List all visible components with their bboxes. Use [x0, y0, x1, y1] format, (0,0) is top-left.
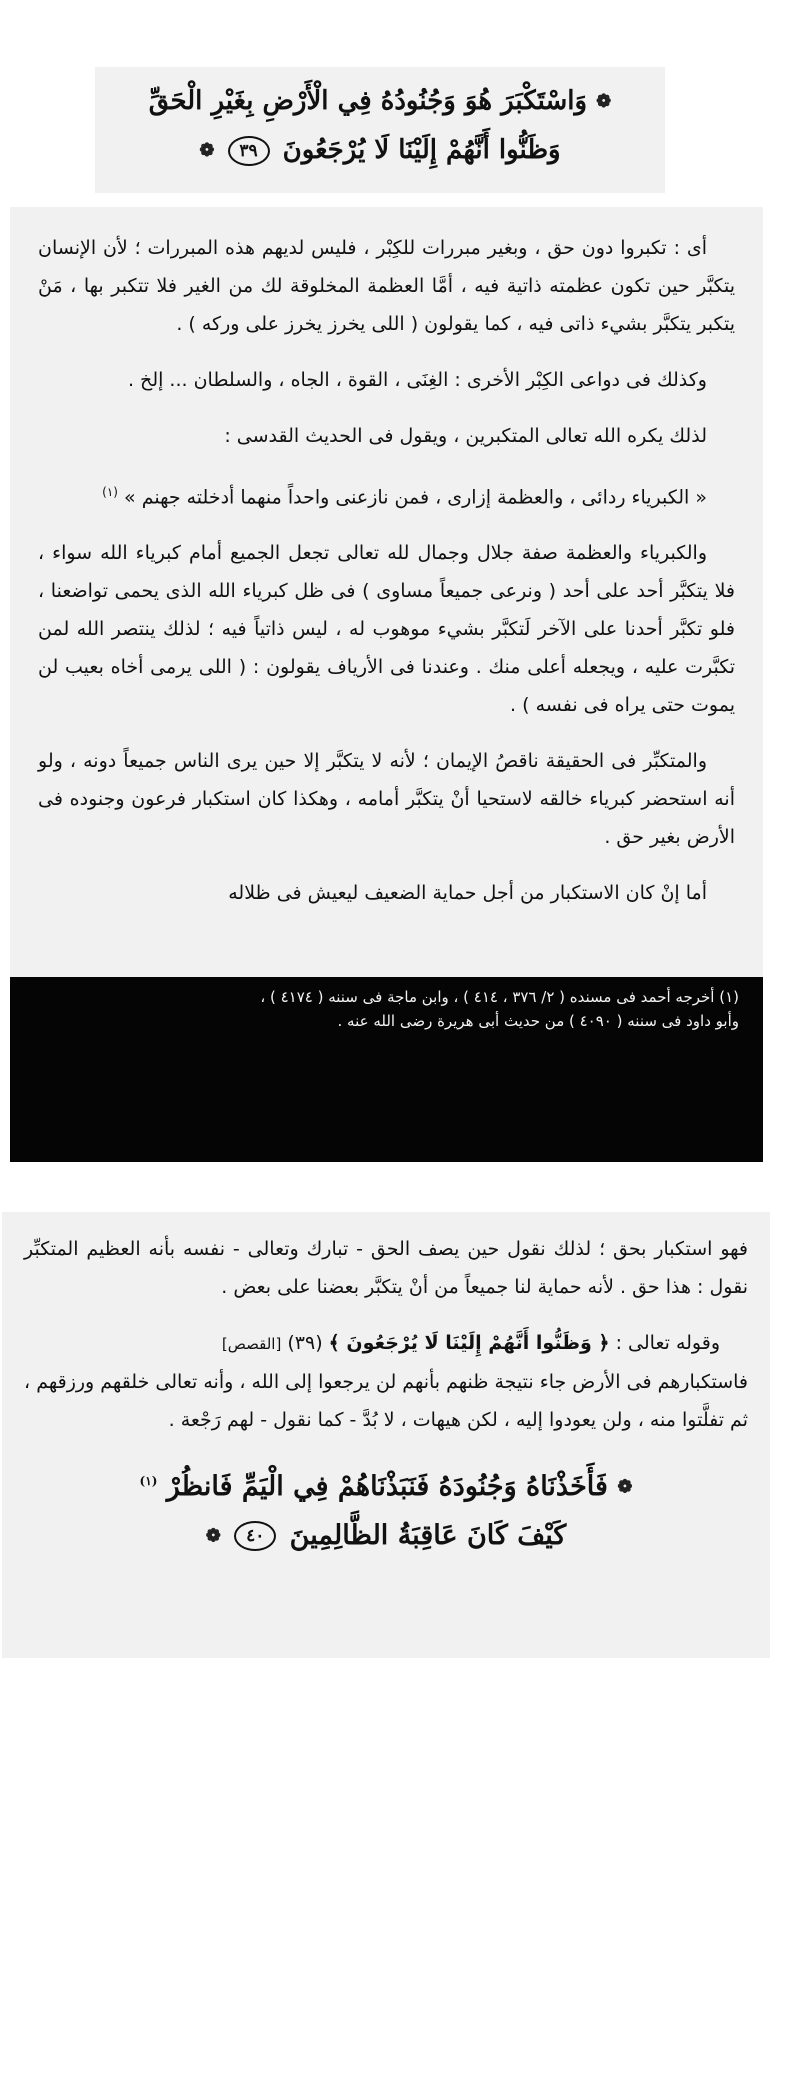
ayah-number-badge: ٤٠	[234, 1521, 276, 1551]
footnote-bar	[10, 977, 763, 1162]
hadith-text: « الكبرياء ردائى ، والعظمة إزارى ، فمن نازعنى واحداً منهما أدخلته جهنم »	[124, 486, 707, 509]
footnote-marker: (١)	[139, 1474, 158, 1488]
ayah-number-badge: ٣٩	[228, 136, 270, 166]
ornament-icon: ❁	[205, 1525, 221, 1546]
page-one	[10, 207, 763, 1162]
paragraph: أى : تكبروا دون حق ، وبغير مبررات للكِبْر ، فليس لديهم هذه المبررات ؛ لأن الإنسان يتكبَّر حين تكون عظمته ذاتية فيه ، أمَّا العظمة المخلوقة لك من الغير فلا تتكبر بها ، مَنْ يتكبر يتكبَّر بشيء ذاتى فيه ، كما يقولون ( اللى يخرز يخرز على وركه ) .	[38, 237, 735, 335]
ornament-icon: ❁	[199, 140, 215, 161]
closing-verse-line-2	[24, 1512, 748, 1561]
header-verse-box	[95, 67, 665, 193]
page-one-body	[38, 229, 735, 930]
quote-verse: ﴿ وَظَنُّوا أَنَّهُمْ إِلَيْنَا لَا يُرْجَعُونَ ﴾	[328, 1332, 610, 1354]
page-two-body	[24, 1230, 748, 1560]
quote-ayah-number: (٣٩)	[287, 1332, 323, 1354]
paragraph: والمتكبِّر فى الحقيقة ناقصُ الإيمان ؛ لأنه لا يتكبَّر إلا حين يرى الناس جميعاً دونه ، ولو أنه استحضر كبرياء خالقه لاستحيا أنْ يتكبَّر أمامه ، وهكذا كان استكبار فرعون وجنوده فى الأرض بغير حق .	[38, 750, 735, 849]
header-verse-line-2	[95, 126, 665, 175]
header-verse-text-1: وَاسْتَكْبَرَ هُوَ وَجُنُودُهُ فِي الْأَرْضِ بِغَيْرِ الْحَقِّ	[148, 86, 588, 116]
footnote-marker: (١)	[102, 485, 118, 499]
hadith-quote	[38, 473, 735, 516]
footnote-line-1: (١) أخرجه أحمد فى مسنده ( ٢/ ٣٧٦ ، ٤١٤ ) ، وابن ماجة فى سننه ( ٤١٧٤ ) ،	[260, 988, 739, 1006]
paragraph: والكبرياء والعظمة صفة جلال وجمال لله تعالى تجعل الجميع أمام كبرياء الله سواء ، فلا يتكبَّر أحد على أحد ( ونرعى جميعاً مساوى ) فى ظل كبرياء الله الذى يحمى تواضعنا ، فلو تكبَّر أحدنا على الآخر لَتكبَّر بشيء موهوب له ، ليس ذاتياً فيه ؛ لذلك ينتصر الله لمن تكبَّرت عليه ، ويجعله أعلى منك . وعندنا فى الأرياف يقولون : ( اللى يرمى أخاه بعيب لن يموت حتى يراه فى نفسه ) .	[38, 542, 735, 717]
paragraph: فهو استكبار بحق ؛ لذلك نقول حين يصف الحق - تبارك وتعالى - نفسه بأنه العظيم المتكبِّر نقول : هذا حق . لأنه حماية لنا جميعاً من أنْ يتكبَّر بعضنا على بعض .	[24, 1238, 748, 1298]
ornament-icon: ❁	[596, 91, 612, 112]
paragraph: لذلك يكره الله تعالى المتكبرين ، ويقول فى الحديث القدسى :	[224, 425, 707, 447]
footnote-line-2: وأبو داود فى سننه ( ٤٠٩٠ ) من حديث أبى هريرة رضى الله عنه .	[337, 1012, 739, 1030]
closing-verse-line-1	[24, 1457, 748, 1512]
closing-verse-text-2: كَيْفَ كَانَ عَاقِبَةُ الظَّالِمِينَ	[289, 1519, 567, 1551]
page-two	[2, 1212, 770, 1658]
paragraph: أما إنْ كان الاستكبار من أجل حماية الضعيف ليعيش فى ظلاله	[228, 882, 707, 905]
closing-verse-text-1: فَأَخَذْنَاهُ وَجُنُودَهُ فَنَبَذْنَاهُمْ فِي الْيَمِّ فَانظُرْ	[166, 1471, 608, 1502]
quote-paragraph	[24, 1324, 748, 1363]
quote-citation: [القصص]	[221, 1335, 282, 1353]
header-verse-text-2: وَظَنُّوا أَنَّهُمْ إِلَيْنَا لَا يُرْجَعُونَ	[282, 135, 561, 165]
footnote-area	[34, 985, 739, 1045]
header-verse-line-1	[95, 77, 665, 126]
ornament-icon: ❁	[617, 1476, 633, 1498]
paragraph: وكذلك فى دواعى الكِبْر الأخرى : الغِنَى ، القوة ، الجاه ، والسلطان ... إلخ .	[127, 369, 707, 391]
paragraph: فاستكبارهم فى الأرض جاء نتيجة ظنهم بأنهم لن يرجعوا إلى الله ، وأنه تعالى خلقهم ورزقهم ، ثم تفلَّتوا منه ، ولن يعودوا إليه ، لكن هيهات ، لا بُدَّ - كما نقول - لهم رَجْعة .	[24, 1371, 748, 1431]
quote-intro: وقوله تعالى :	[615, 1332, 720, 1354]
